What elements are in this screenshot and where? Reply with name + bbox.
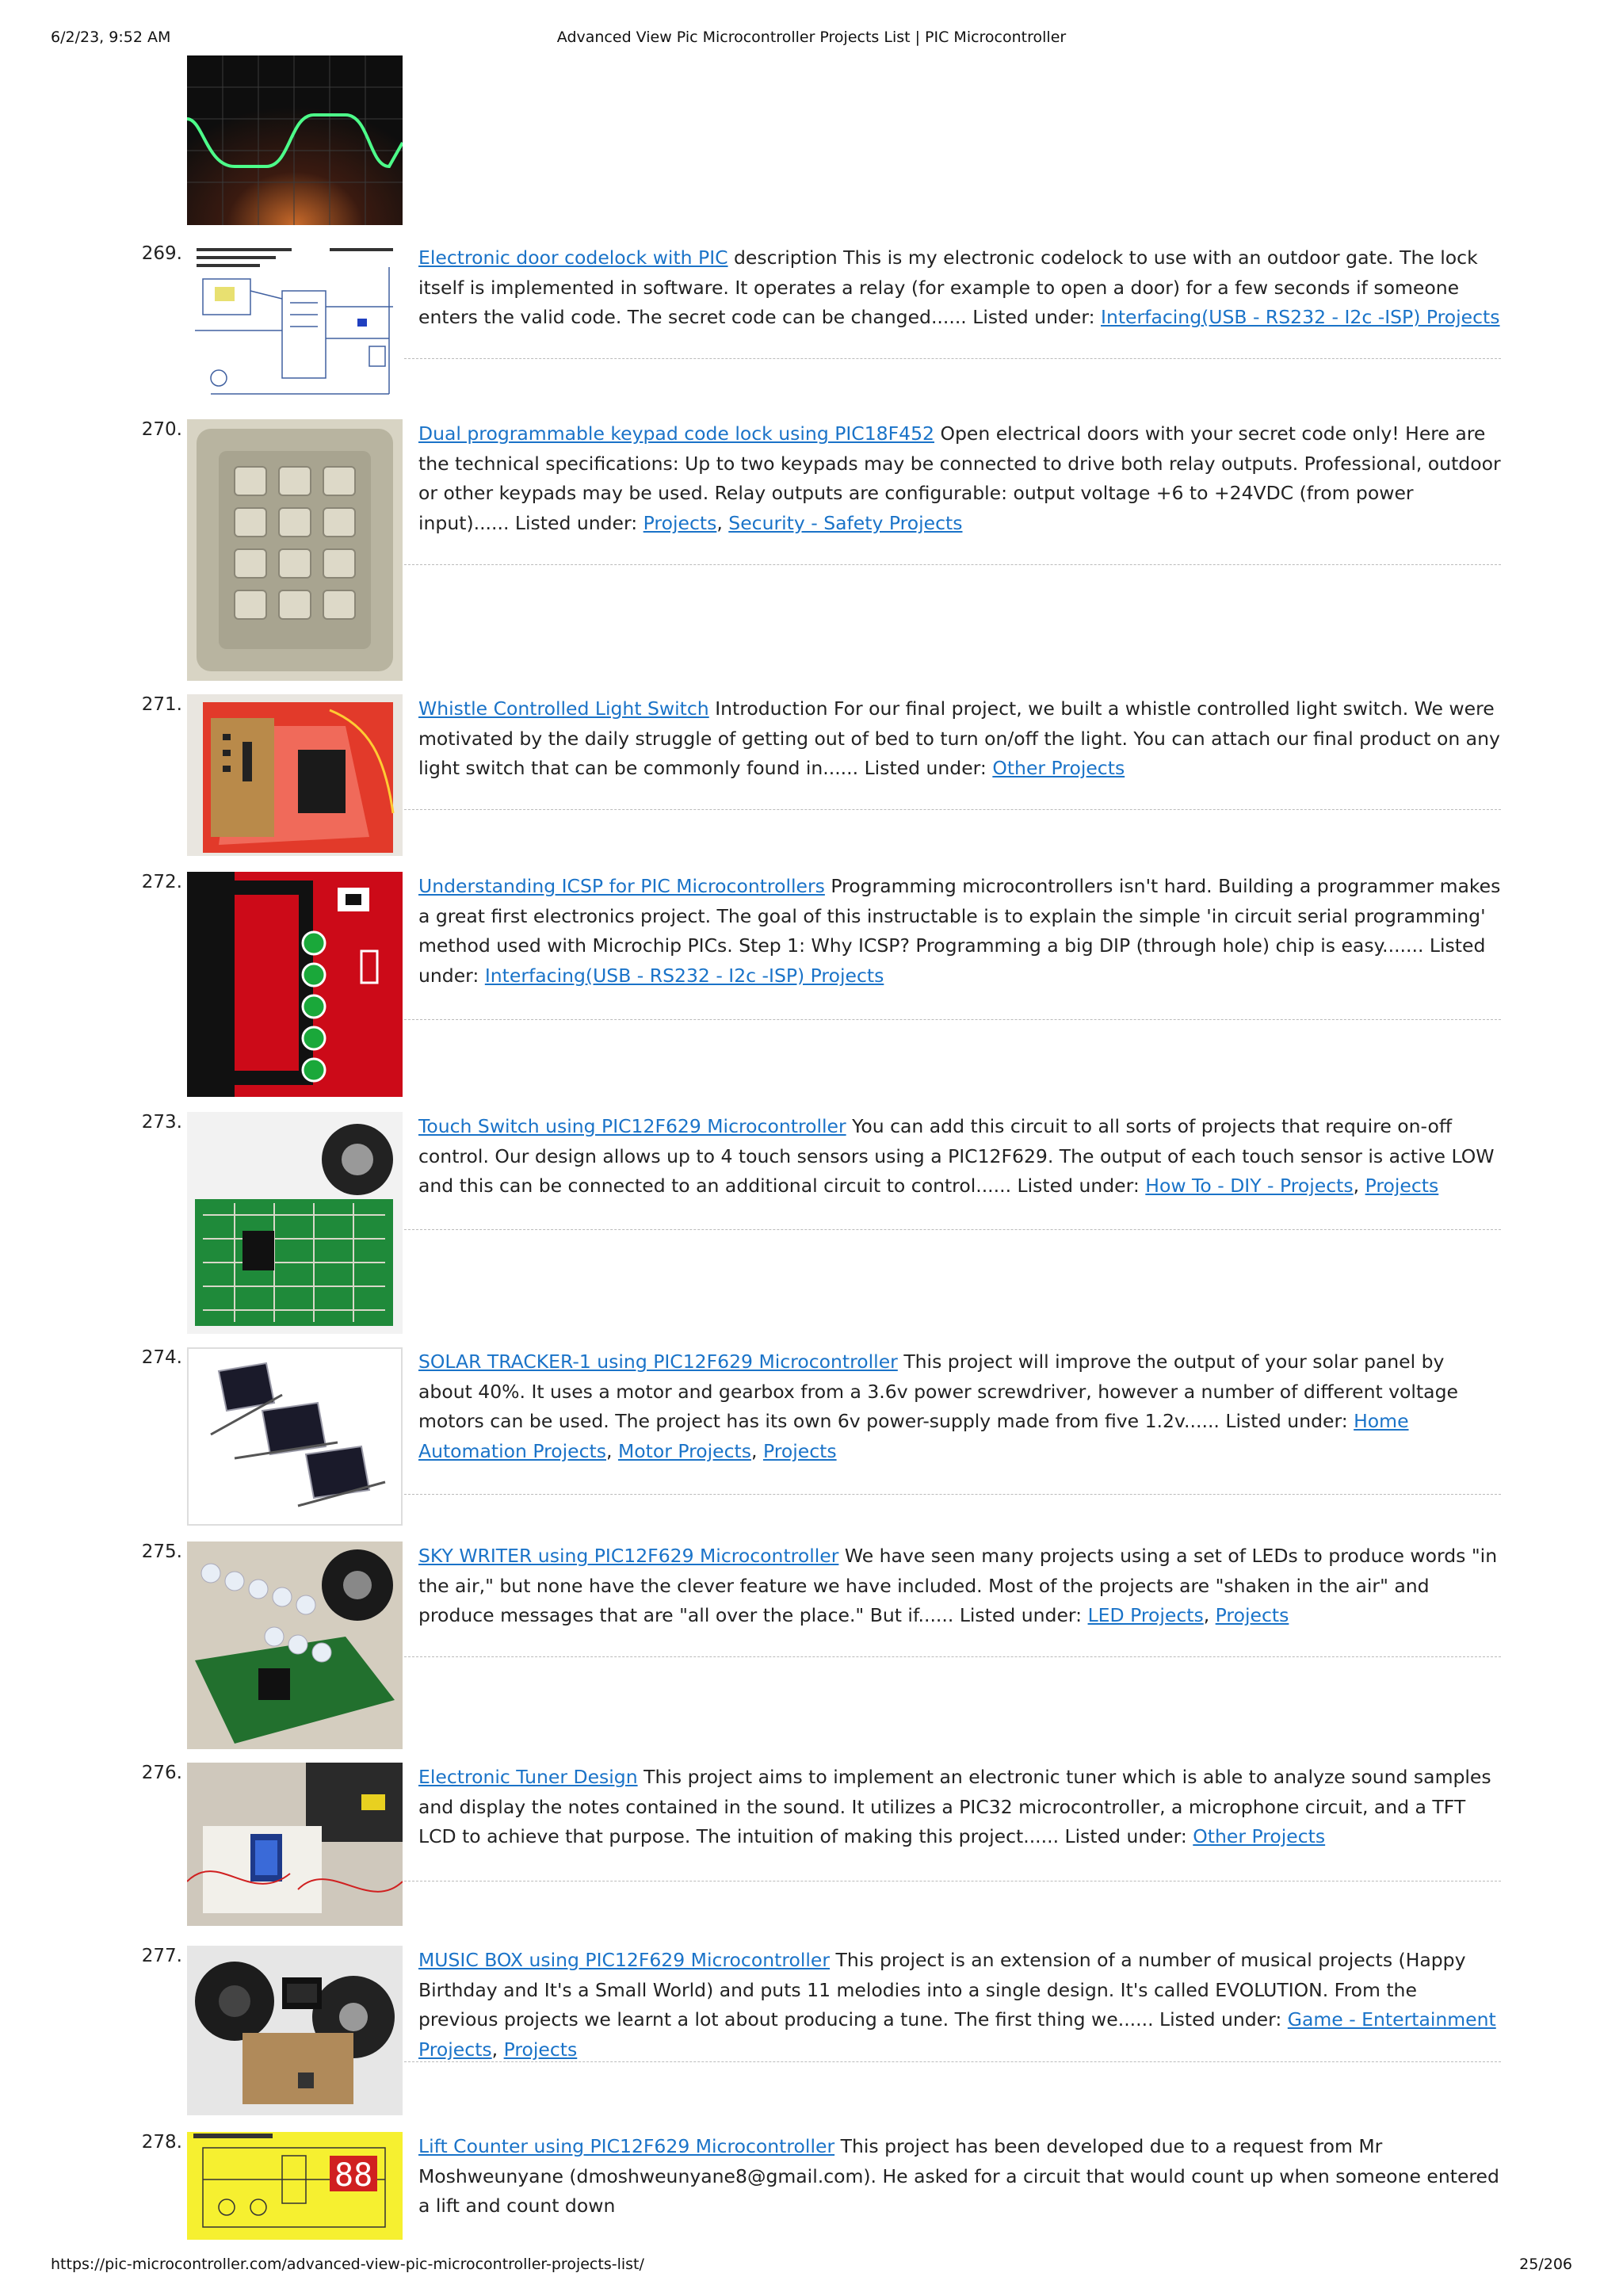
separator xyxy=(404,2061,1501,2062)
oscilloscope-image xyxy=(187,55,403,225)
entry-text: You can add this circuit to all sorts of projects that require on-off control. Our design allows up to 4 touch sensors using a PIC12F629. The output of each touch sensor is active LOW and this can be connected to an additional circuit to control...... xyxy=(418,1115,1495,1197)
project-title-link[interactable]: Dual programmable keypad code lock using PIC18F452 xyxy=(418,422,934,445)
category-link[interactable]: Other Projects xyxy=(992,757,1125,779)
project-title-link[interactable]: Electronic Tuner Design xyxy=(418,1766,638,1788)
separator xyxy=(404,1019,1501,1020)
category-link[interactable]: Interfacing(USB - RS232 - I2c -ISP) Projects xyxy=(484,964,884,987)
project-title-link[interactable]: Electronic door codelock with PIC xyxy=(418,246,728,269)
category-link[interactable]: Projects xyxy=(1215,1604,1289,1626)
category-link[interactable]: Motor Projects xyxy=(617,1439,751,1462)
separator xyxy=(404,1229,1501,1230)
svg-text:88: 88 xyxy=(334,2157,373,2194)
entry-text: Open electrical doors with your secret code only! Here are the technical specifications: Up to two keypads may be connected to drive both relay outputs. Professional, outdoor or other keypads may be used. Relay outputs are configurable: output voltage +6 to +24VDC (from power input)...... xyxy=(418,422,1501,534)
entry-text: Programming microcontrollers isn't hard. Building a programmer makes a great first electronics project. The goal of this instructable is to explain the simple 'in circuit serial programming' method used with Microchip PICs. Step 1: Why ICSP? Programming a big DIP (through hole) chip is easy....... xyxy=(418,875,1501,957)
listed-under-label: Listed under: xyxy=(514,511,638,534)
item-number: 277. xyxy=(141,1946,182,1966)
category-link[interactable]: Projects xyxy=(503,2038,578,2061)
category-link[interactable]: How To - DIY - Projects xyxy=(1145,1175,1354,1197)
separator xyxy=(404,1656,1501,1657)
entry-text: We have seen many projects using a set of LEDs to produce words "in the air," but none have the clever feature we have included. Most of the projects are "shaken in the air" and produce messages that are "all over the place." But if...... xyxy=(418,1545,1498,1626)
category-link[interactable]: Game - Entertainment Projects xyxy=(418,2008,1496,2061)
category-link[interactable]: Interfacing(USB - RS232 - I2c -ISP) Projects xyxy=(1101,306,1500,328)
category-link[interactable]: Projects xyxy=(762,1439,837,1462)
project-thumbnail[interactable] xyxy=(187,1347,403,1526)
project-thumbnail[interactable] xyxy=(187,872,403,1097)
project-title-link[interactable]: MUSIC BOX using PIC12F629 Microcontroller xyxy=(418,1949,831,1971)
item-number: 275. xyxy=(141,1541,182,1562)
listed-under-label: Listed under: xyxy=(864,757,987,779)
entry-description: SOLAR TRACKER-1 using PIC12F629 Microcontroller This project will improve the output of your solar panel by about 40%. It uses a motor and gearbox from a 3.6v power screwdriver, however a number of different voltage motors can be used. The project has its own 6v power-supply made from five 1.2v...... Listed under: Home Automation Projects, Motor Projects, Projects xyxy=(418,1350,1458,1462)
category-link[interactable]: Projects xyxy=(643,511,717,534)
listed-under-label: Listed under: xyxy=(418,934,1486,987)
project-thumbnail[interactable] xyxy=(187,1763,403,1926)
separator xyxy=(404,1494,1501,1495)
separator xyxy=(404,564,1501,565)
project-thumbnail[interactable] xyxy=(187,1946,403,2115)
item-number: 272. xyxy=(141,872,182,892)
entry-description xyxy=(418,694,1501,784)
item-number: 271. xyxy=(141,694,182,715)
project-title-link[interactable]: SKY WRITER using PIC12F629 Microcontroller xyxy=(418,1545,839,1567)
category-link[interactable]: Other Projects xyxy=(1193,1825,1326,1847)
listed-under-label: Listed under: xyxy=(972,306,1095,328)
project-title-link[interactable]: SOLAR TRACKER-1 using PIC12F629 Microcontroller xyxy=(418,1350,898,1373)
project-thumbnail[interactable] xyxy=(187,1112,403,1334)
item-number: 276. xyxy=(141,1763,182,1783)
project-title-link[interactable]: Understanding ICSP for PIC Microcontrollers xyxy=(418,875,825,897)
entry-description: Touch Switch using PIC12F629 Microcontroller You can add this circuit to all sorts of projects that require on-off control. Our design allows up to 4 touch sensors using a PIC12F629. The output of each touch sensor is active LOW and this can be connected to an additional circuit to control...... Listed under: How To - DIY - Projects, Projects xyxy=(418,1115,1495,1197)
listed-under-label: Listed under: xyxy=(1017,1175,1140,1197)
entry-description: Dual programmable keypad code lock using PIC18F452 Open electrical doors with your secret code only! Here are the technical specifications: Up to two keypads may be connected to drive both relay outputs. Professional, outdoor or other keypads may be used. Relay outputs are configurable: output voltage +6 to +24VDC (from power input)...... Listed under: Projects, Security - Safety Projects xyxy=(418,422,1501,534)
category-link[interactable]: Home Automation Projects xyxy=(418,1410,1409,1462)
project-thumbnail[interactable] xyxy=(187,694,403,856)
listed-under-label: Listed under: xyxy=(959,1604,1083,1626)
listed-under-label: Listed under: xyxy=(1064,1825,1187,1847)
item-number: 278. xyxy=(141,2132,182,2153)
project-thumbnail[interactable] xyxy=(187,243,403,402)
item-number: 269. xyxy=(141,243,182,264)
item-number: 270. xyxy=(141,419,182,440)
entry-description xyxy=(418,1763,1501,1852)
entry-text: This project is an extension of a number of musical projects (Happy Birthday and It's a Small World) and puts 11 melodies into a single design. It's called EVOLUTION. From the previous projects we learnt a lot about producing a tune. The first thing we...... xyxy=(418,1949,1466,2030)
print-page-title: Advanced View Pic Microcontroller Projects List | PIC Microcontroller xyxy=(556,29,1067,46)
category-link[interactable]: Security - Safety Projects xyxy=(728,511,963,534)
project-thumbnail[interactable] xyxy=(187,2132,403,2240)
entry-text: This project will improve the output of your solar panel by about 40%. It uses a motor and gearbox from a 3.6v power screwdriver, however a number of different voltage motors can be used. The project has its own 6v power-supply made from five 1.2v...... xyxy=(418,1350,1458,1432)
entry-description: MUSIC BOX using PIC12F629 Microcontroller This project is an extension of a number of musical projects (Happy Birthday and It's a Small World) and puts 11 melodies into a single design. It's called EVOLUTION. From the previous projects we learnt a lot about producing a tune. The first thing we...... Listed under: Game - Entertainment Projects, Projects xyxy=(418,1949,1496,2061)
listed-under-label: Listed under: xyxy=(1159,2008,1282,2030)
category-link[interactable]: LED Projects xyxy=(1087,1604,1204,1626)
entry-description xyxy=(418,2132,1501,2222)
listed-under-label: Listed under: xyxy=(1225,1410,1348,1432)
entry-description: SKY WRITER using PIC12F629 Microcontroller We have seen many projects using a set of LEDs to produce words "in the air," but none have the clever feature we have included. Most of the projects are "shaken in the air" and produce messages that are "all over the place." But if...... Listed under: LED Projects, Projects xyxy=(418,1545,1498,1626)
separator xyxy=(404,809,1501,810)
category-link[interactable]: Projects xyxy=(1365,1175,1439,1197)
project-title-link[interactable]: Lift Counter using PIC12F629 Microcontroller xyxy=(418,2135,835,2157)
entry-description xyxy=(418,243,1501,333)
entry-text: This project has been developed due to a request from Mr Moshweunyane (dmoshweunyane8@gmail.com). He asked for a circuit that would count up when someone entered a lift and count down xyxy=(418,2135,1499,2217)
entry-text: description This is my electronic codelock to use with an outdoor gate. The lock itself is implemented in software. It operates a relay (for example to open a door) for a few seconds if someone enters the valid code. The secret code can be changed...... xyxy=(418,246,1478,328)
project-thumbnail[interactable] xyxy=(187,1541,403,1749)
item-number: 274. xyxy=(141,1347,182,1368)
print-datetime: 6/2/23, 9:52 AM xyxy=(51,29,171,46)
print-url: https://pic-microcontroller.com/advanced-view-pic-microcontroller-projects-list/ xyxy=(51,2256,644,2273)
project-title-link[interactable]: Touch Switch using PIC12F629 Microcontroller xyxy=(418,1115,846,1137)
project-title-link[interactable]: Whistle Controlled Light Switch xyxy=(418,697,709,720)
entry-description xyxy=(418,872,1501,991)
entry-text: This project aims to implement an electronic tuner which is able to analyze sound samples and display the notes contained in the sound. It utilizes a PIC32 microcontroller, a microphone circuit, and a TFT LCD to achieve that purpose. The intuition of making this project...... xyxy=(418,1766,1491,1847)
separator xyxy=(404,358,1501,359)
print-page-number: 25/206 xyxy=(1519,2256,1572,2273)
project-thumbnail[interactable] xyxy=(187,419,403,681)
item-number: 273. xyxy=(141,1112,182,1133)
entry-text: Introduction For our final project, we built a whistle controlled light switch. We were motivated by the daily struggle of getting out of bed to turn on/off the light. You can attach our final product on any light switch that can be commonly found in...... xyxy=(418,697,1500,779)
